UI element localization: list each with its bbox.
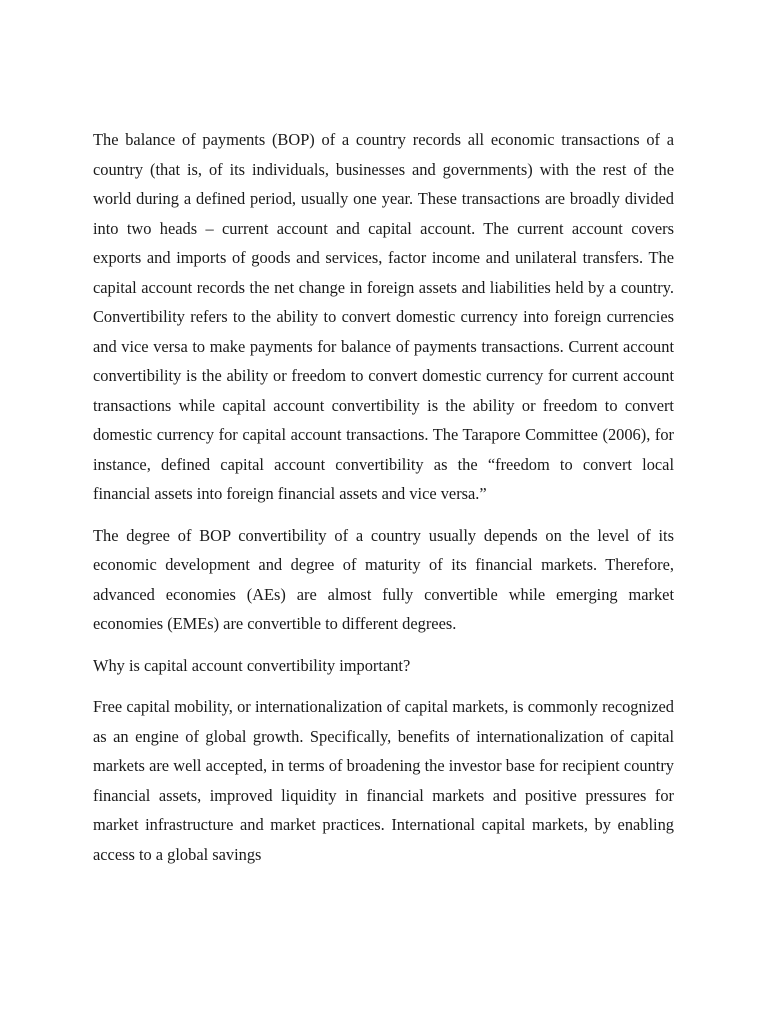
paragraph-bop-convertibility-degree: The degree of BOP convertibility of a country usually depends on the level of its economic development and degree of maturity of its financial markets. Therefore, advanced economies (AEs) are almost fully convertible while emerging market economies (EMEs) are convertible to different degrees. bbox=[93, 525, 674, 633]
document-body bbox=[93, 125, 674, 881]
paragraph-capital-mobility: Free capital mobility, or internationalization of capital markets, is commonly recognized as an engine of global growth. Specifically, benefits of internationalization of capital markets are well accepted, in terms of broadening the investor base for recipient country financial assets, improved liquidity in financial markets and positive pressures for market infrastructure and market practices. International capital markets, by enabling access to a global savings bbox=[93, 697, 674, 864]
paragraph-bop-definition: The balance of payments (BOP) of a country records all economic transactions of a country (that is, of its individuals, businesses and governments) with the rest of the world during a defined period, usually one year. These transactions are broadly divided into two heads – current account and capital account. The current account covers exports and imports of goods and services, factor income and unilateral transfers. The capital account records the net change in foreign assets and liabilities held by a country. Convertibility refers to the ability to convert domestic currency into foreign currencies and vice versa to make payments for balance of payments transactions. Current account convertibility is the ability or freedom to convert domestic currency for current account transactions while capital account convertibility is the ability or freedom to convert domestic currency for capital account transactions. The Tarapore Committee (2006), for instance, defined capital account convertibility as the “freedom to convert local financial assets into foreign financial assets and vice versa.” bbox=[93, 130, 674, 503]
section-question-heading: Why is capital account convertibility important? bbox=[93, 655, 411, 675]
